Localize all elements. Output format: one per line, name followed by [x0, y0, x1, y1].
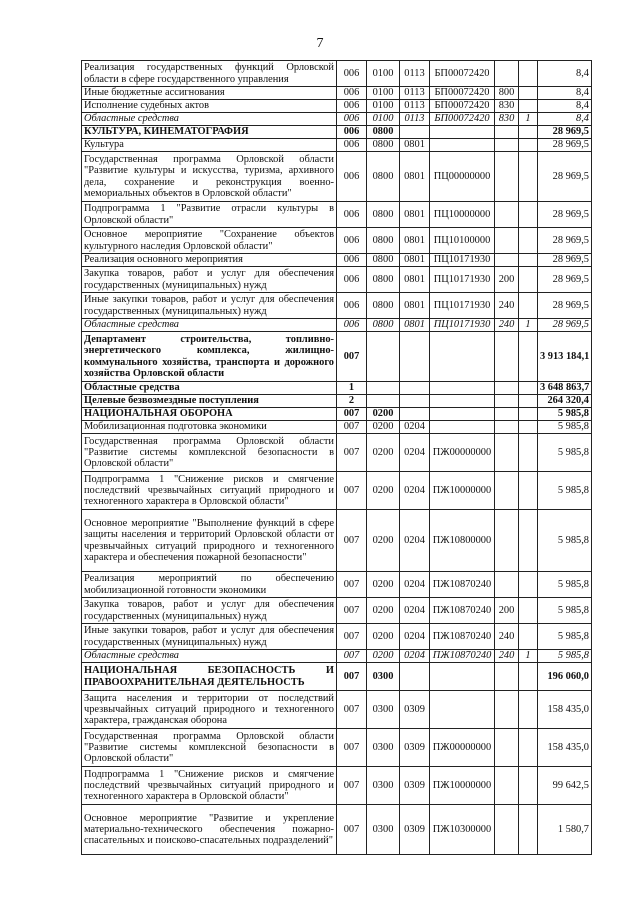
- expense-type-cell: [495, 382, 519, 395]
- subsection-code-cell: 0309: [400, 691, 430, 729]
- table-row: [82, 293, 592, 319]
- amount-cell: 5 985,8: [538, 598, 592, 624]
- target-article-cell: [430, 332, 495, 382]
- subsection-code-cell: 0309: [400, 805, 430, 855]
- funding-source-cell: [519, 61, 538, 87]
- row-name-cell: Государственная программа Орловской области "Развитие культуры и искусства, туризма, архивного дела, сохранение и реконструкция военно-мемориальных объектов в Орловской области": [82, 152, 337, 202]
- funding-source-cell: [519, 126, 538, 139]
- funding-source-cell: [519, 421, 538, 434]
- target-article-cell: ПЦ10171930: [430, 319, 495, 332]
- subsection-code-cell: 0204: [400, 598, 430, 624]
- ministry-code-cell: 007: [337, 572, 367, 598]
- ministry-code-cell: 007: [337, 624, 367, 650]
- target-article-cell: ПЦ10100000: [430, 228, 495, 254]
- subsection-code-cell: 0204: [400, 510, 430, 572]
- row-name-cell: Государственная программа Орловской области "Развитие системы комплексной безопасности в Орловской области": [82, 729, 337, 767]
- row-name-cell: НАЦИОНАЛЬНАЯ БЕЗОПАСНОСТЬ И ПРАВООХРАНИТЕЛЬНАЯ ДЕЯТЕЛЬНОСТЬ: [82, 663, 337, 691]
- expense-type-cell: 200: [495, 598, 519, 624]
- table-row: [82, 624, 592, 650]
- table-row: [82, 663, 592, 691]
- section-code-cell: 0800: [367, 228, 400, 254]
- table-row: [82, 729, 592, 767]
- amount-cell: 8,4: [538, 113, 592, 126]
- budget-table-body: [82, 61, 592, 855]
- target-article-cell: ПЦ00000000: [430, 152, 495, 202]
- funding-source-cell: [519, 663, 538, 691]
- section-code-cell: 0200: [367, 510, 400, 572]
- subsection-code-cell: [400, 126, 430, 139]
- amount-cell: 8,4: [538, 100, 592, 113]
- expense-type-cell: [495, 395, 519, 408]
- ministry-code-cell: 2: [337, 395, 367, 408]
- row-name-cell: Реализация основного мероприятия: [82, 254, 337, 267]
- row-name-cell: Основное мероприятие "Сохранение объектов культурного наследия Орловской области": [82, 228, 337, 254]
- row-name-cell: Областные средства: [82, 113, 337, 126]
- table-row: [82, 126, 592, 139]
- ministry-code-cell: 1: [337, 382, 367, 395]
- amount-cell: 28 969,5: [538, 152, 592, 202]
- expense-type-cell: [495, 332, 519, 382]
- ministry-code-cell: 007: [337, 472, 367, 510]
- expense-type-cell: [495, 767, 519, 805]
- section-code-cell: 0200: [367, 624, 400, 650]
- ministry-code-cell: 007: [337, 729, 367, 767]
- subsection-code-cell: 0204: [400, 421, 430, 434]
- expense-type-cell: 240: [495, 293, 519, 319]
- row-name-cell: Основное мероприятие "Развитие и укрепление материально-технического обеспечения пожарно-спасательных и поисково-спасательных подразделений": [82, 805, 337, 855]
- section-code-cell: 0100: [367, 100, 400, 113]
- subsection-code-cell: 0801: [400, 139, 430, 152]
- target-article-cell: ПЖ10300000: [430, 805, 495, 855]
- expense-type-cell: [495, 691, 519, 729]
- table-row: [82, 767, 592, 805]
- funding-source-cell: [519, 100, 538, 113]
- target-article-cell: ПЖ10870240: [430, 572, 495, 598]
- expense-type-cell: [495, 408, 519, 421]
- row-name-cell: КУЛЬТУРА, КИНЕМАТОГРАФИЯ: [82, 126, 337, 139]
- expense-type-cell: 830: [495, 113, 519, 126]
- amount-cell: 158 435,0: [538, 691, 592, 729]
- amount-cell: 1 580,7: [538, 805, 592, 855]
- section-code-cell: [367, 395, 400, 408]
- funding-source-cell: [519, 293, 538, 319]
- subsection-code-cell: 0204: [400, 472, 430, 510]
- target-article-cell: [430, 421, 495, 434]
- table-row: [82, 598, 592, 624]
- section-code-cell: 0200: [367, 598, 400, 624]
- ministry-code-cell: 006: [337, 152, 367, 202]
- target-article-cell: [430, 663, 495, 691]
- page-number: 7: [316, 36, 324, 51]
- expense-type-cell: [495, 472, 519, 510]
- table-row: [82, 434, 592, 472]
- target-article-cell: [430, 408, 495, 421]
- subsection-code-cell: 0113: [400, 87, 430, 100]
- target-article-cell: ПЖ10000000: [430, 767, 495, 805]
- expense-type-cell: 240: [495, 319, 519, 332]
- amount-cell: 158 435,0: [538, 729, 592, 767]
- table-row: [82, 472, 592, 510]
- row-name-cell: Защита населения и территории от последствий чрезвычайных ситуаций природного и техногенного характера, гражданская оборона: [82, 691, 337, 729]
- subsection-code-cell: 0801: [400, 267, 430, 293]
- section-code-cell: 0800: [367, 139, 400, 152]
- target-article-cell: БП00072420: [430, 87, 495, 100]
- target-article-cell: ПЖ10800000: [430, 510, 495, 572]
- target-article-cell: ПЖ10870240: [430, 624, 495, 650]
- row-name-cell: Реализация государственных функций Орловской области в сфере государственного управления: [82, 61, 337, 87]
- amount-cell: 5 985,8: [538, 650, 592, 663]
- funding-source-cell: 1: [519, 113, 538, 126]
- expense-type-cell: [495, 421, 519, 434]
- row-name-cell: Областные средства: [82, 650, 337, 663]
- target-article-cell: ПЖ00000000: [430, 434, 495, 472]
- section-code-cell: 0800: [367, 254, 400, 267]
- expense-type-cell: [495, 202, 519, 228]
- section-code-cell: [367, 382, 400, 395]
- row-name-cell: Подпрограмма 1 "Снижение рисков и смягчение последствий чрезвычайных ситуаций природного и техногенного характера в Орловской области": [82, 767, 337, 805]
- target-article-cell: ПЦ10171930: [430, 293, 495, 319]
- table-row: [82, 152, 592, 202]
- funding-source-cell: [519, 152, 538, 202]
- amount-cell: 28 969,5: [538, 126, 592, 139]
- table-row: [82, 319, 592, 332]
- row-name-cell: Иные закупки товаров, работ и услуг для обеспечения государственных (муниципальных) нужд: [82, 624, 337, 650]
- ministry-code-cell: 007: [337, 421, 367, 434]
- ministry-code-cell: 006: [337, 319, 367, 332]
- expense-type-cell: 200: [495, 267, 519, 293]
- subsection-code-cell: 0801: [400, 202, 430, 228]
- table-row: [82, 572, 592, 598]
- expense-type-cell: [495, 729, 519, 767]
- amount-cell: 5 985,8: [538, 624, 592, 650]
- subsection-code-cell: 0204: [400, 434, 430, 472]
- expense-type-cell: 800: [495, 87, 519, 100]
- row-name-cell: Закупка товаров, работ и услуг для обеспечения государственных (муниципальных) нужд: [82, 598, 337, 624]
- ministry-code-cell: 006: [337, 87, 367, 100]
- ministry-code-cell: 006: [337, 61, 367, 87]
- section-code-cell: 0800: [367, 319, 400, 332]
- amount-cell: 196 060,0: [538, 663, 592, 691]
- amount-cell: 28 969,5: [538, 139, 592, 152]
- section-code-cell: 0200: [367, 572, 400, 598]
- table-row: [82, 202, 592, 228]
- funding-source-cell: [519, 598, 538, 624]
- funding-source-cell: [519, 87, 538, 100]
- target-article-cell: ПЖ10870240: [430, 650, 495, 663]
- amount-cell: 3 648 863,7: [538, 382, 592, 395]
- section-code-cell: [367, 332, 400, 382]
- ministry-code-cell: 006: [337, 100, 367, 113]
- row-name-cell: Реализация мероприятий по обеспечению мобилизационной готовности экономики: [82, 572, 337, 598]
- target-article-cell: ПЦ10171930: [430, 267, 495, 293]
- expense-type-cell: 830: [495, 100, 519, 113]
- subsection-code-cell: 0309: [400, 767, 430, 805]
- table-row: [82, 510, 592, 572]
- funding-source-cell: 1: [519, 650, 538, 663]
- table-row: [82, 332, 592, 382]
- expense-type-cell: [495, 805, 519, 855]
- subsection-code-cell: [400, 663, 430, 691]
- amount-cell: 28 969,5: [538, 202, 592, 228]
- funding-source-cell: [519, 805, 538, 855]
- subsection-code-cell: 0801: [400, 293, 430, 319]
- target-article-cell: [430, 126, 495, 139]
- table-row: [82, 139, 592, 152]
- row-name-cell: Областные средства: [82, 382, 337, 395]
- subsection-code-cell: 0309: [400, 729, 430, 767]
- target-article-cell: [430, 395, 495, 408]
- amount-cell: 5 985,8: [538, 408, 592, 421]
- ministry-code-cell: 007: [337, 598, 367, 624]
- funding-source-cell: [519, 624, 538, 650]
- subsection-code-cell: 0801: [400, 319, 430, 332]
- target-article-cell: [430, 691, 495, 729]
- row-name-cell: Закупка товаров, работ и услуг для обеспечения государственных (муниципальных) нужд: [82, 267, 337, 293]
- funding-source-cell: [519, 254, 538, 267]
- table-row: [82, 100, 592, 113]
- section-code-cell: 0200: [367, 408, 400, 421]
- amount-cell: 5 985,8: [538, 434, 592, 472]
- subsection-code-cell: 0113: [400, 113, 430, 126]
- funding-source-cell: [519, 510, 538, 572]
- amount-cell: 8,4: [538, 61, 592, 87]
- ministry-code-cell: 006: [337, 228, 367, 254]
- target-article-cell: ПЦ10171930: [430, 254, 495, 267]
- target-article-cell: ПЖ00000000: [430, 729, 495, 767]
- row-name-cell: Областные средства: [82, 319, 337, 332]
- table-row: [82, 382, 592, 395]
- target-article-cell: БП00072420: [430, 113, 495, 126]
- target-article-cell: [430, 382, 495, 395]
- ministry-code-cell: 006: [337, 126, 367, 139]
- funding-source-cell: [519, 395, 538, 408]
- section-code-cell: 0300: [367, 663, 400, 691]
- funding-source-cell: 1: [519, 319, 538, 332]
- amount-cell: 264 320,4: [538, 395, 592, 408]
- ministry-code-cell: 007: [337, 767, 367, 805]
- section-code-cell: 0200: [367, 472, 400, 510]
- ministry-code-cell: 006: [337, 254, 367, 267]
- funding-source-cell: [519, 267, 538, 293]
- table-row: [82, 650, 592, 663]
- table-row: [82, 61, 592, 87]
- expense-type-cell: 240: [495, 650, 519, 663]
- section-code-cell: 0100: [367, 87, 400, 100]
- amount-cell: 5 985,8: [538, 572, 592, 598]
- funding-source-cell: [519, 729, 538, 767]
- amount-cell: 28 969,5: [538, 228, 592, 254]
- amount-cell: 99 642,5: [538, 767, 592, 805]
- subsection-code-cell: 0801: [400, 152, 430, 202]
- ministry-code-cell: 006: [337, 139, 367, 152]
- expense-type-cell: [495, 663, 519, 691]
- section-code-cell: 0200: [367, 421, 400, 434]
- budget-table: [81, 60, 592, 855]
- table-row: [82, 87, 592, 100]
- row-name-cell: Департамент строительства, топливно-энергетического комплекса, жилищно-коммунального хозяйства, транспорта и дорожного хозяйства Орловской области: [82, 332, 337, 382]
- row-name-cell: Подпрограмма 1 "Снижение рисков и смягчение последствий чрезвычайных ситуаций природного и техногенного характера в Орловской области": [82, 472, 337, 510]
- row-name-cell: Иные закупки товаров, работ и услуг для обеспечения государственных (муниципальных) нужд: [82, 293, 337, 319]
- row-name-cell: Целевые безвозмездные поступления: [82, 395, 337, 408]
- funding-source-cell: [519, 139, 538, 152]
- subsection-code-cell: 0204: [400, 624, 430, 650]
- funding-source-cell: [519, 228, 538, 254]
- funding-source-cell: [519, 691, 538, 729]
- expense-type-cell: [495, 434, 519, 472]
- section-code-cell: 0800: [367, 152, 400, 202]
- target-article-cell: БП00072420: [430, 100, 495, 113]
- section-code-cell: 0100: [367, 113, 400, 126]
- ministry-code-cell: 007: [337, 408, 367, 421]
- section-code-cell: 0100: [367, 61, 400, 87]
- target-article-cell: ПЦ10000000: [430, 202, 495, 228]
- expense-type-cell: [495, 228, 519, 254]
- expense-type-cell: [495, 510, 519, 572]
- funding-source-cell: [519, 382, 538, 395]
- target-article-cell: БП00072420: [430, 61, 495, 87]
- subsection-code-cell: 0801: [400, 228, 430, 254]
- row-name-cell: Подпрограмма 1 "Развитие отрасли культуры в Орловской области": [82, 202, 337, 228]
- table-row: [82, 254, 592, 267]
- expense-type-cell: [495, 254, 519, 267]
- expense-type-cell: 240: [495, 624, 519, 650]
- amount-cell: 28 969,5: [538, 319, 592, 332]
- funding-source-cell: [519, 767, 538, 805]
- ministry-code-cell: 006: [337, 267, 367, 293]
- target-article-cell: ПЖ10870240: [430, 598, 495, 624]
- ministry-code-cell: 007: [337, 434, 367, 472]
- amount-cell: 8,4: [538, 87, 592, 100]
- amount-cell: 28 969,5: [538, 267, 592, 293]
- subsection-code-cell: 0801: [400, 254, 430, 267]
- section-code-cell: 0800: [367, 267, 400, 293]
- row-name-cell: Иные бюджетные ассигнования: [82, 87, 337, 100]
- ministry-code-cell: 007: [337, 510, 367, 572]
- subsection-code-cell: 0113: [400, 100, 430, 113]
- subsection-code-cell: 0204: [400, 650, 430, 663]
- table-row: [82, 421, 592, 434]
- expense-type-cell: [495, 152, 519, 202]
- row-name-cell: Культура: [82, 139, 337, 152]
- row-name-cell: Государственная программа Орловской области "Развитие системы комплексной безопасности в Орловской области": [82, 434, 337, 472]
- subsection-code-cell: [400, 395, 430, 408]
- ministry-code-cell: 006: [337, 293, 367, 319]
- row-name-cell: Основное мероприятие "Выполнение функций в сфере защиты населения и территорий Орловской области от чрезвычайных ситуаций природного и техногенного характера и обеспечения пожарной безопасности": [82, 510, 337, 572]
- funding-source-cell: [519, 332, 538, 382]
- section-code-cell: 0300: [367, 805, 400, 855]
- subsection-code-cell: [400, 332, 430, 382]
- table-row: [82, 228, 592, 254]
- section-code-cell: 0300: [367, 691, 400, 729]
- section-code-cell: 0300: [367, 729, 400, 767]
- ministry-code-cell: 007: [337, 332, 367, 382]
- row-name-cell: Исполнение судебных актов: [82, 100, 337, 113]
- section-code-cell: 0200: [367, 650, 400, 663]
- table-row: [82, 408, 592, 421]
- amount-cell: 5 985,8: [538, 510, 592, 572]
- amount-cell: 3 913 184,1: [538, 332, 592, 382]
- section-code-cell: 0300: [367, 767, 400, 805]
- section-code-cell: 0200: [367, 434, 400, 472]
- row-name-cell: Мобилизационная подготовка экономики: [82, 421, 337, 434]
- table-row: [82, 805, 592, 855]
- amount-cell: 28 969,5: [538, 293, 592, 319]
- table-row: [82, 691, 592, 729]
- target-article-cell: [430, 139, 495, 152]
- expense-type-cell: [495, 126, 519, 139]
- target-article-cell: ПЖ10000000: [430, 472, 495, 510]
- ministry-code-cell: 006: [337, 202, 367, 228]
- ministry-code-cell: 007: [337, 805, 367, 855]
- amount-cell: 5 985,8: [538, 421, 592, 434]
- section-code-cell: 0800: [367, 293, 400, 319]
- section-code-cell: 0800: [367, 202, 400, 228]
- subsection-code-cell: 0204: [400, 572, 430, 598]
- subsection-code-cell: [400, 408, 430, 421]
- subsection-code-cell: [400, 382, 430, 395]
- funding-source-cell: [519, 472, 538, 510]
- expense-type-cell: [495, 572, 519, 598]
- table-row: [82, 267, 592, 293]
- ministry-code-cell: 006: [337, 113, 367, 126]
- subsection-code-cell: 0113: [400, 61, 430, 87]
- funding-source-cell: [519, 202, 538, 228]
- funding-source-cell: [519, 572, 538, 598]
- row-name-cell: НАЦИОНАЛЬНАЯ ОБОРОНА: [82, 408, 337, 421]
- amount-cell: 5 985,8: [538, 472, 592, 510]
- section-code-cell: 0800: [367, 126, 400, 139]
- expense-type-cell: [495, 139, 519, 152]
- table-row: [82, 395, 592, 408]
- table-row: [82, 113, 592, 126]
- ministry-code-cell: 007: [337, 650, 367, 663]
- expense-type-cell: [495, 61, 519, 87]
- amount-cell: 28 969,5: [538, 254, 592, 267]
- funding-source-cell: [519, 434, 538, 472]
- ministry-code-cell: 007: [337, 691, 367, 729]
- funding-source-cell: [519, 408, 538, 421]
- ministry-code-cell: 007: [337, 663, 367, 691]
